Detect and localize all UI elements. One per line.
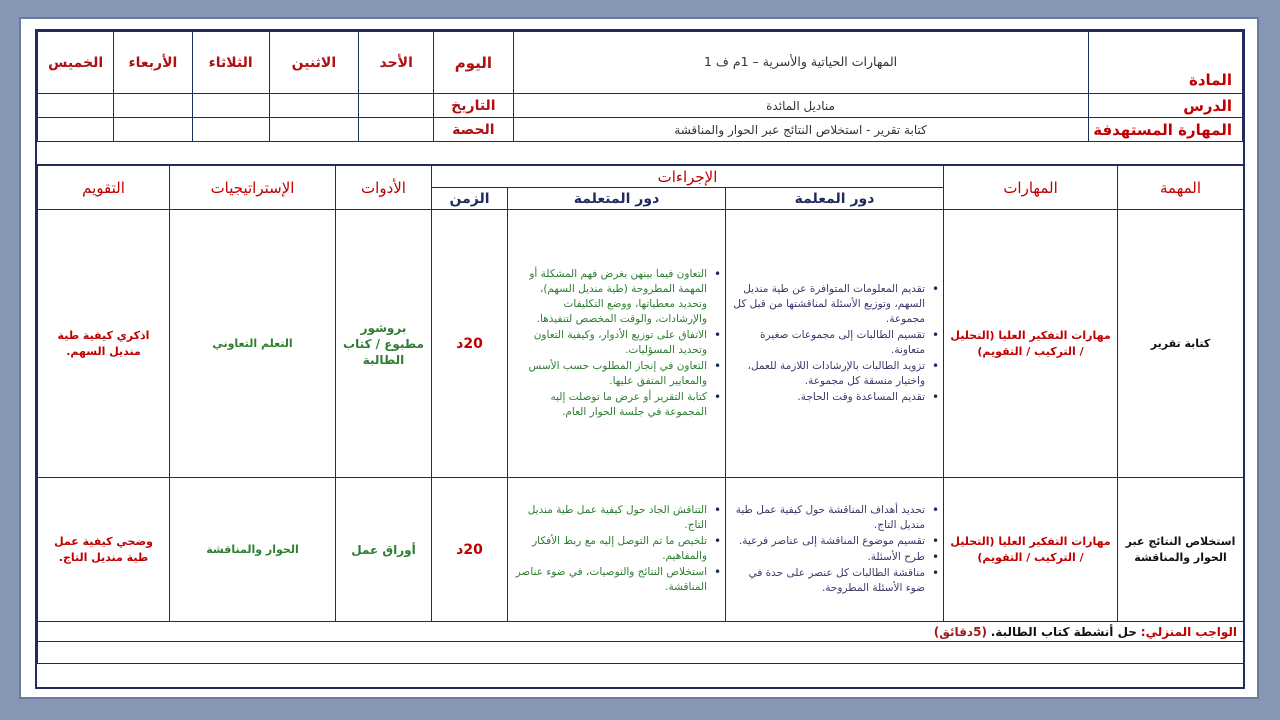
homework-label: الواجب المنزلي: [1140, 624, 1238, 639]
target-skill-label: المهارة المستهدفة [1088, 118, 1242, 142]
homework-time: (5دقائق) [933, 624, 987, 639]
col-teacher-role-header: دور المعلمة [726, 188, 944, 210]
day-wednesday: الأربعاء [114, 32, 192, 94]
time-cell: 20د [432, 210, 508, 478]
day-tuesday: الثلاثاء [192, 32, 269, 94]
lesson-plan-sheet [19, 17, 1259, 699]
target-skill-value: كتابة تقرير - استخلاص النتائج عبر الحوار والمناقشة [513, 118, 1088, 142]
list-item: • التعاون فيما بينهن بغرض فهم المشكلة أو المهمة المطروحة (طية منديل السهم)، وتحديد معطياتها، ووضع التكليفات والإرشادات، والوقت المخصص لتنفيذها. [514, 267, 707, 327]
empty-row [38, 642, 1244, 664]
col-strategies-header: الإستراتيجيات [170, 166, 336, 210]
list-item: • استخلاص النتائج والتوصيات، في ضوء عناصر المناقشة. [514, 565, 707, 595]
header-table [37, 31, 1243, 142]
student-role-cell [508, 210, 726, 478]
list-item: • تزويد الطالبات بالإرشادات اللازمة للعمل، واختيار منسقة كل مجموعة. [732, 359, 925, 389]
plan-table [37, 165, 1244, 664]
tools-cell: أوراق عمل [336, 478, 432, 622]
task-cell: كتابة تقرير [1118, 210, 1244, 478]
col-time-header: الزمن [432, 188, 508, 210]
list-item: • الاتفاق على توزيع الأدوار، وكيفية التعاون وتحديد المسؤليات. [514, 328, 707, 358]
day-thursday: الخميس [38, 32, 114, 94]
subject-value: المهارات الحياتية والأسرية – 1م ف 1 [513, 32, 1088, 94]
list-item: • طرح الأسئلة. [732, 550, 925, 565]
list-item: • تحديد أهداف المناقشة حول كيفية عمل طية منديل التاج. [732, 503, 925, 533]
homework-text: حل أنشطة كتاب الطالبة. [990, 624, 1137, 639]
date-label: التاريخ [434, 94, 513, 118]
evaluation-cell: وضحي كيفية عمل طية منديل التاج. [38, 478, 170, 622]
tools-cell: بروشور مطبوع / كتاب الطالبة [336, 210, 432, 478]
strategy-cell: الحوار والمناقشة [170, 478, 336, 622]
col-procedures-header: الإجراءات [432, 166, 944, 188]
list-item: • التناقش الجاد حول كيفية عمل طية منديل التاج. [514, 503, 707, 533]
skills-cell: مهارات التفكير العليا (التحليل / التركيب / التقويم) [944, 478, 1118, 622]
list-item: • تقسيم الطالبات إلى مجموعات صغيرة متعاونة. [732, 328, 925, 358]
col-skills-header: المهارات [944, 166, 1118, 210]
period-label: الحصة [434, 118, 513, 142]
lesson-label: الدرس [1088, 94, 1242, 118]
list-item: • تقديم المساعدة وقت الحاجة. [732, 390, 925, 405]
skills-cell: مهارات التفكير العليا (التحليل / التركيب / التقويم) [944, 210, 1118, 478]
evaluation-cell: اذكري كيفية طية منديل السهم. [38, 210, 170, 478]
list-item: • تلخيص ما تم التوصل إليه مع ربط الأفكار والمفاهيم. [514, 534, 707, 564]
list-item: • تقسيم موضوع المناقشة إلى عناصر فرعية. [732, 534, 925, 549]
list-item: • كتابة التقرير أو عرض ما توصلت إليه المجموعة في جلسة الحوار العام. [514, 390, 707, 420]
table-row [38, 478, 1244, 622]
day-label: اليوم [434, 32, 513, 94]
time-cell: 20د [432, 478, 508, 622]
day-sunday: الأحد [359, 32, 434, 94]
list-item: • التعاون في إنجاز المطلوب حسب الأسس والمعايير المتفق عليها. [514, 359, 707, 389]
col-task-header: المهمة [1118, 166, 1244, 210]
day-monday: الاثنين [269, 32, 358, 94]
col-evaluation-header: التقويم [38, 166, 170, 210]
lesson-value: مناديل المائدة [513, 94, 1088, 118]
homework-row [38, 622, 1244, 642]
spacer-row [37, 142, 1243, 165]
list-item: • مناقشة الطالبات كل عنصر على حدة في ضوء الأسئلة المطروحة. [732, 566, 925, 596]
teacher-role-cell [726, 210, 944, 478]
teacher-role-cell [726, 478, 944, 622]
list-item: • تقديم المعلومات المتوافرة عن طية منديل السهم، وتوزيع الأسئلة لمناقشتها من قبل كل مجموعة. [732, 282, 925, 327]
col-tools-header: الأدوات [336, 166, 432, 210]
task-cell: استخلاص النتائج عبر الحوار والمناقشة [1118, 478, 1244, 622]
strategy-cell: التعلم التعاوني [170, 210, 336, 478]
lesson-plan-frame [35, 29, 1245, 689]
subject-label: المادة [1088, 32, 1242, 94]
table-row [38, 210, 1244, 478]
col-student-role-header: دور المتعلمة [508, 188, 726, 210]
student-role-cell [508, 478, 726, 622]
